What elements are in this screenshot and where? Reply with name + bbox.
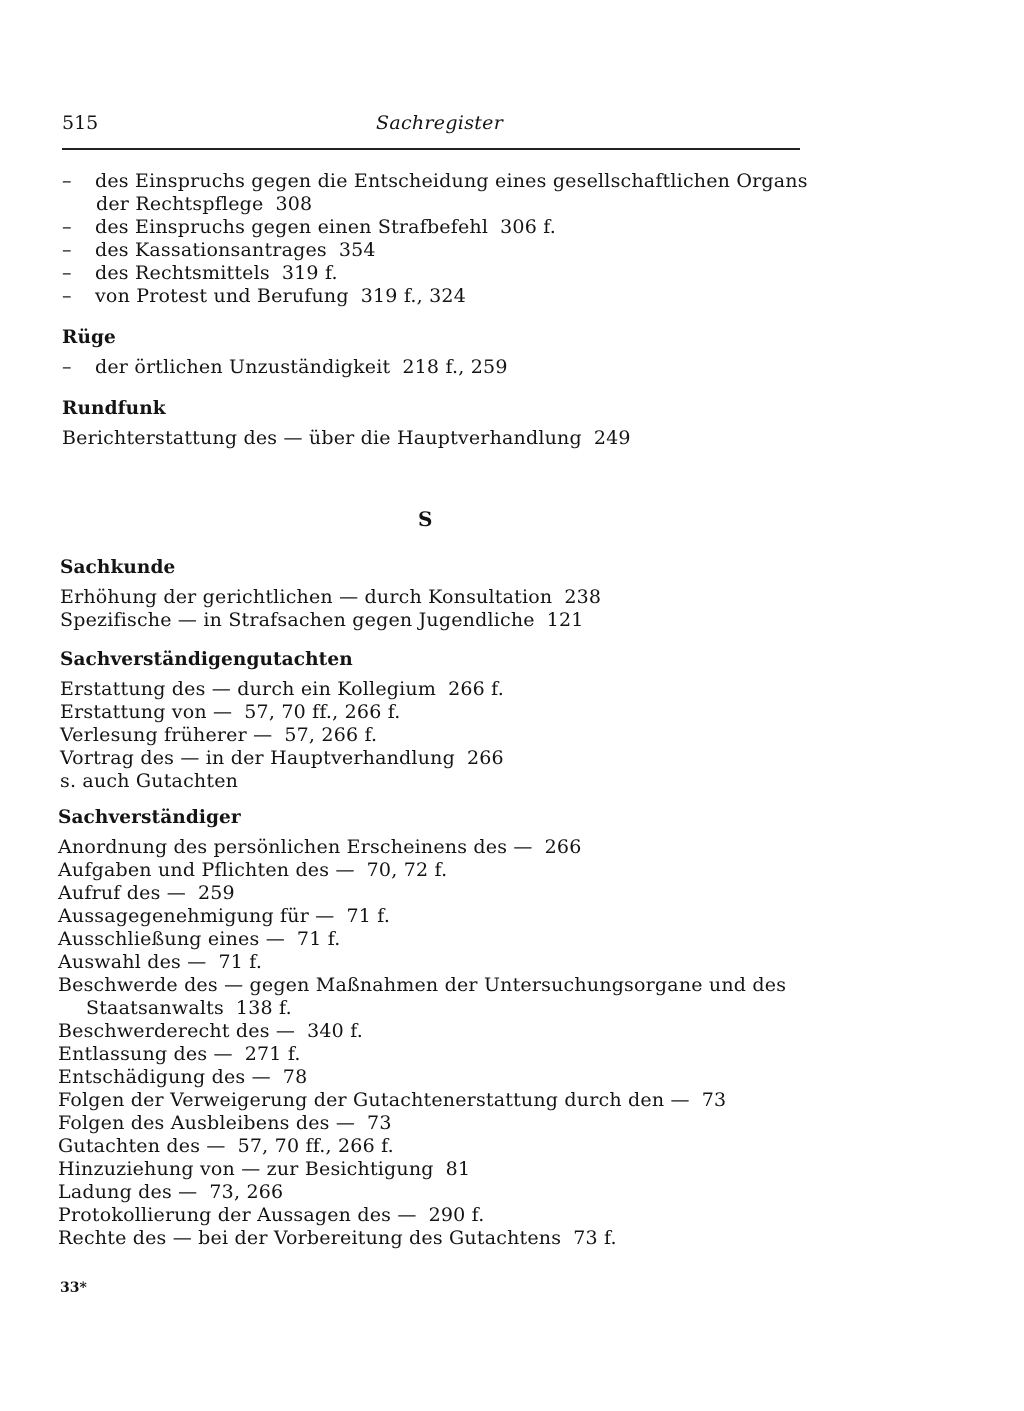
index-entry-continuation: der Rechtspflege 308 bbox=[96, 193, 313, 215]
page-ref: 73, 266 bbox=[209, 1181, 284, 1203]
index-entry: Aufruf des — 259 bbox=[58, 882, 235, 904]
page-ref: 138 f. bbox=[235, 997, 292, 1019]
page-ref: 354 bbox=[338, 239, 376, 261]
index-entry: Erhöhung der gerichtlichen — durch Konsultation 238 bbox=[60, 586, 602, 608]
page-ref: 121 bbox=[546, 609, 584, 631]
index-heading-sachkunde: Sachkunde bbox=[60, 557, 176, 578]
index-entry: Ausschließung eines — 71 f. bbox=[58, 928, 341, 950]
index-entry: – des Kassationsantrages 354 bbox=[62, 239, 376, 261]
page-header bbox=[62, 108, 800, 148]
index-entry: – der örtlichen Unzuständigkeit 218 f., 259 bbox=[62, 356, 508, 378]
index-entry: – des Einspruchs gegen die Entscheidung eines gesellschaftlichen Organs bbox=[62, 170, 808, 192]
page-ref: 73 f. bbox=[573, 1227, 617, 1249]
page-ref: 306 f. bbox=[500, 216, 557, 238]
dash-icon: – bbox=[62, 170, 72, 192]
header-rule bbox=[62, 148, 800, 150]
index-entry: Vortrag des — in der Hauptverhandlung 266 bbox=[60, 747, 504, 769]
index-entry: Erstattung des — durch ein Kollegium 266 f. bbox=[60, 678, 504, 700]
index-entry: – des Einspruchs gegen einen Strafbefehl 306 f. bbox=[62, 216, 557, 238]
page-ref: 308 bbox=[275, 193, 313, 215]
page-ref: 57, 70 ff., 266 f. bbox=[237, 1135, 394, 1157]
index-heading-ruege: Rüge bbox=[62, 327, 116, 348]
page-ref: 266 f. bbox=[448, 678, 504, 700]
index-entry: Hinzuziehung von — zur Besichtigung 81 bbox=[58, 1158, 471, 1180]
index-section-r bbox=[62, 170, 807, 450]
page-ref: 73 bbox=[701, 1089, 727, 1111]
page-ref: 238 bbox=[564, 586, 602, 608]
index-entry: – von Protest und Berufung 319 f., 324 bbox=[62, 285, 466, 307]
index-entry: Berichterstattung des — über die Hauptverhandlung 249 bbox=[62, 427, 631, 449]
page-ref: 78 bbox=[282, 1066, 308, 1088]
index-entry: Aufgaben und Pflichten des — 70, 72 f. bbox=[58, 859, 448, 881]
page-ref: 249 bbox=[593, 427, 631, 449]
index-entry: Folgen des Ausbleibens des — 73 bbox=[58, 1112, 392, 1134]
index-entry: Beschwerderecht des — 340 f. bbox=[58, 1020, 364, 1042]
index-entry: Aussagegenehmigung für — 71 f. bbox=[58, 905, 391, 927]
index-entry: Verlesung früherer — 57, 266 f. bbox=[60, 724, 378, 746]
page-ref: 319 f. bbox=[281, 262, 338, 284]
index-entry: Anordnung des persönlichen Erscheinens des — 266 bbox=[58, 836, 582, 858]
page-ref: 71 f. bbox=[346, 905, 391, 927]
dash-icon: – bbox=[62, 356, 72, 378]
index-heading-sachverstaendiger: Sachverständiger bbox=[58, 807, 241, 828]
index-entry: Gutachten des — 57, 70 ff., 266 f. bbox=[58, 1135, 394, 1157]
page-ref: 71 f. bbox=[218, 951, 263, 973]
page-ref: 259 bbox=[197, 882, 235, 904]
signature-mark: 33* bbox=[60, 1280, 87, 1296]
index-section-s bbox=[60, 556, 820, 793]
index-entry: Folgen der Verweigerung der Gutachtenerstattung durch den — 73 bbox=[58, 1089, 727, 1111]
page-ref: 57, 70 ff., 266 f. bbox=[244, 701, 401, 723]
continued-entry-list bbox=[62, 170, 807, 308]
index-entry: Auswahl des — 71 f. bbox=[58, 951, 263, 973]
page-ref: 319 f., 324 bbox=[360, 285, 466, 307]
page-ref: 81 bbox=[445, 1158, 471, 1180]
index-entry-continuation: Staatsanwalts 138 f. bbox=[86, 997, 292, 1019]
index-entry: Ladung des — 73, 266 bbox=[58, 1181, 284, 1203]
page-ref: 290 f. bbox=[428, 1204, 485, 1226]
index-heading-rundfunk: Rundfunk bbox=[62, 398, 166, 419]
page-ref: 340 f. bbox=[307, 1020, 364, 1042]
page-ref: 70, 72 f. bbox=[366, 859, 448, 881]
index-entry: Beschwerde des — gegen Maßnahmen der Untersuchungsorgane und des bbox=[58, 974, 787, 996]
index-heading-gutachten: Sachverständigengutachten bbox=[60, 649, 353, 670]
index-entry: Protokollierung der Aussagen des — 290 f. bbox=[58, 1204, 485, 1226]
dash-icon: – bbox=[62, 285, 72, 307]
running-title: Sachregister bbox=[376, 112, 504, 134]
page-ref: 218 f., 259 bbox=[402, 356, 508, 378]
page-ref: 266 bbox=[466, 747, 504, 769]
page-number: 515 bbox=[62, 112, 99, 134]
index-entry: – des Rechtsmittels 319 f. bbox=[62, 262, 338, 284]
index-entry: Entschädigung des — 78 bbox=[58, 1066, 308, 1088]
dash-icon: – bbox=[62, 262, 72, 284]
page-ref: 57, 266 f. bbox=[284, 724, 378, 746]
index-entry-cross-ref: s. auch Gutachten bbox=[60, 770, 239, 792]
dash-icon: – bbox=[62, 239, 72, 261]
page-ref: 271 f. bbox=[244, 1043, 301, 1065]
dash-icon: – bbox=[62, 216, 72, 238]
letter-heading: S bbox=[418, 507, 433, 531]
index-section-sachverstaendiger bbox=[58, 806, 818, 1250]
page-ref: 266 bbox=[544, 836, 582, 858]
page-ref: 71 f. bbox=[296, 928, 341, 950]
index-entry: Entlassung des — 271 f. bbox=[58, 1043, 301, 1065]
index-entry: Rechte des — bei der Vorbereitung des Gutachtens 73 f. bbox=[58, 1227, 617, 1249]
index-entry: Erstattung von — 57, 70 ff., 266 f. bbox=[60, 701, 401, 723]
index-entry: Spezifische — in Strafsachen gegen Jugendliche 121 bbox=[60, 609, 584, 631]
page-ref: 73 bbox=[367, 1112, 392, 1134]
